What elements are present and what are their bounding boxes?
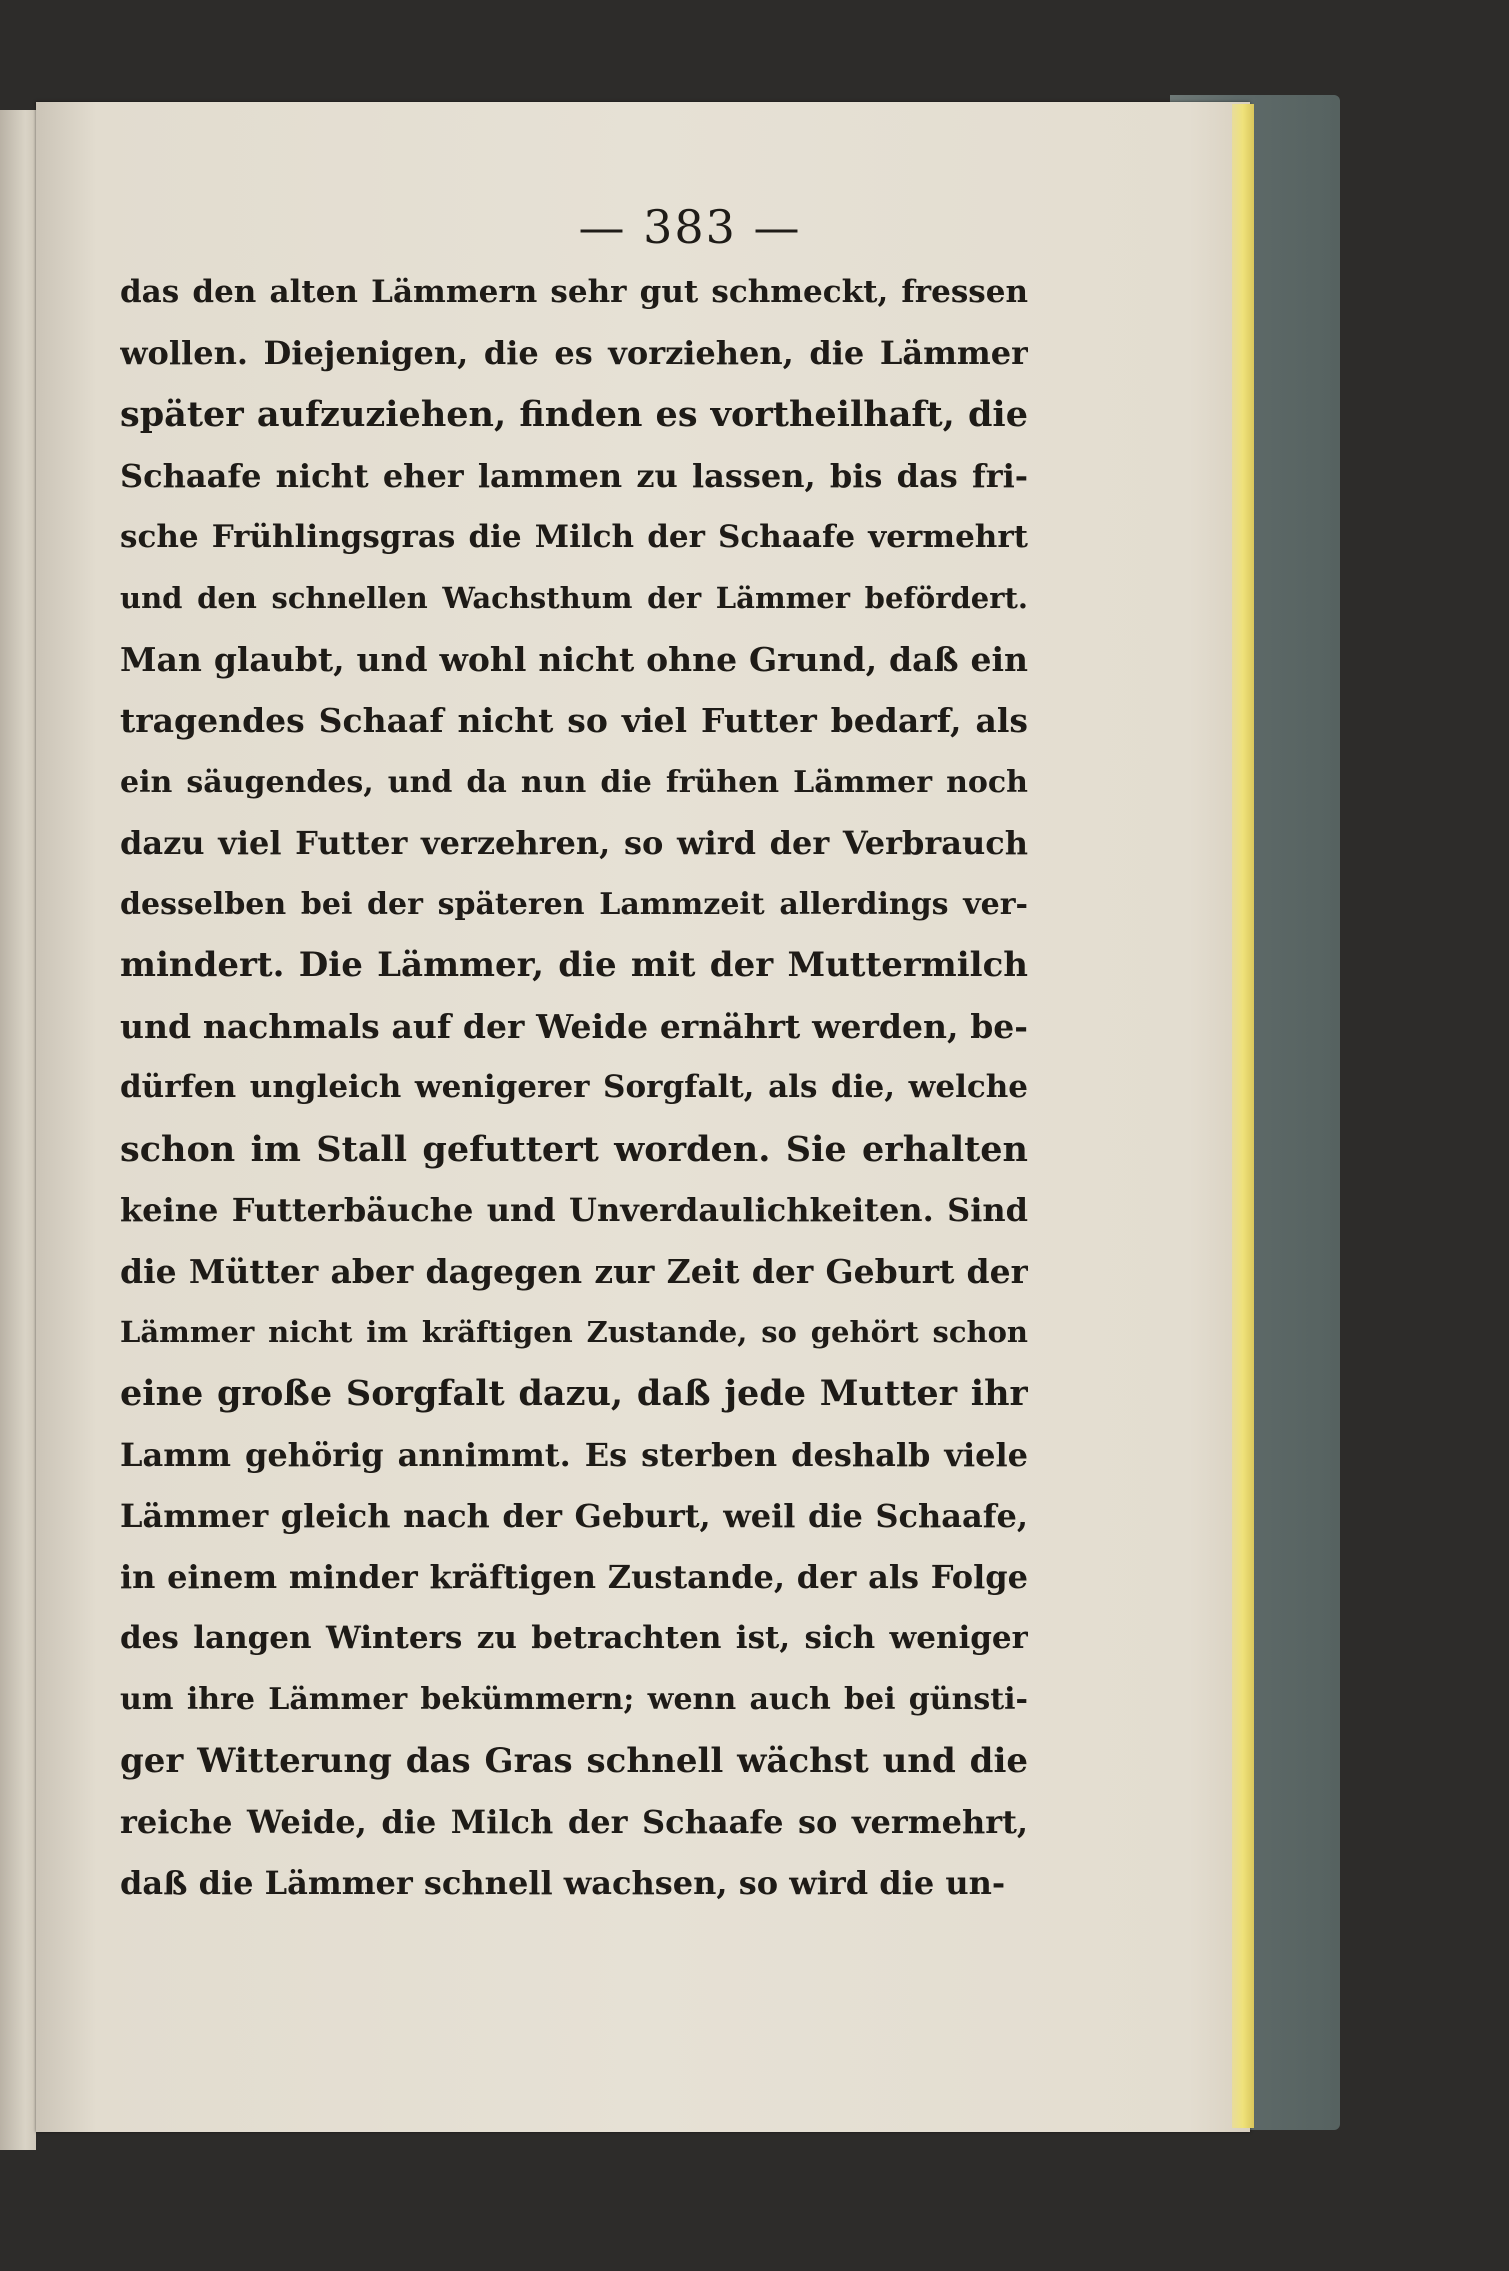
text-line: mindert. Die Lämmer, die mit der Muttermilch (120, 945, 1028, 986)
text-line: ger Witterung das Gras schnell wächst und die (120, 1740, 1028, 1781)
text-line: und den schnellen Wachsthum der Lämmer befördert. (120, 580, 1028, 615)
text-line: dürfen ungleich wenigerer Sorgfalt, als die, welche (120, 1069, 1028, 1106)
text-line: keine Futterbäuche und Unverdaulichkeiten. Sind (120, 1190, 1028, 1229)
text-line: ein säugendes, und da nun die frühen Lämmer noch (120, 764, 1028, 800)
text-line: später aufzuziehen, finden es vortheilhaft, die (120, 394, 1028, 436)
text-line: Lamm gehörig annimmt. Es sterben deshalb viele (120, 1435, 1028, 1474)
text-line: um ihre Lämmer bekümmern; wenn auch bei günsti- (120, 1682, 1028, 1718)
text-line: das den alten Lämmern sehr gut schmeckt, fressen (120, 274, 1028, 310)
text-line: schon im Stall gefuttert worden. Sie erhalten (120, 1128, 1028, 1170)
gilded-page-edge (1232, 104, 1254, 2128)
text-line: Lämmer nicht im kräftigen Zustande, so gehört schon (120, 1315, 1028, 1350)
text-line: wollen. Diejenigen, die es vorziehen, die Lämmer (120, 334, 1028, 373)
text-line: Schaafe nicht eher lammen zu lassen, bis das fri- (120, 456, 1028, 495)
text-line: reiche Weide, die Milch der Schaafe so vermehrt, (120, 1802, 1028, 1841)
text-line: Man glaubt, und wohl nicht ohne Grund, daß ein (120, 640, 1028, 680)
text-line: und nachmals auf der Weide ernährt werden, be- (120, 1007, 1028, 1047)
text-line: eine große Sorgfalt dazu, daß jede Mutter ihr (120, 1373, 1028, 1415)
page-number-header: — 383 — (578, 200, 802, 254)
text-line: dazu viel Futter verzehren, so wird der Verbrauch (120, 823, 1028, 862)
previous-page-edge (0, 110, 36, 2150)
text-line: des langen Winters zu betrachten ist, sich weniger (120, 1620, 1028, 1657)
text-line: Lämmer gleich nach der Geburt, weil die Schaafe, (120, 1496, 1028, 1535)
text-line: desselben bei der späteren Lammzeit allerdings ver- (120, 886, 1028, 922)
text-line: daß die Lämmer schnell wachsen, so wird die un- (120, 1863, 1006, 1902)
text-line: die Mütter aber dagegen zur Zeit der Geburt der (120, 1252, 1028, 1291)
text-line: tragendes Schaaf nicht so viel Futter bedarf, als (120, 701, 1028, 741)
page-body-text (120, 262, 1028, 1914)
text-line: in einem minder kräftigen Zustande, der als Folge (120, 1557, 1028, 1596)
text-line: sche Frühlingsgras die Milch der Schaafe vermehrt (120, 518, 1028, 555)
